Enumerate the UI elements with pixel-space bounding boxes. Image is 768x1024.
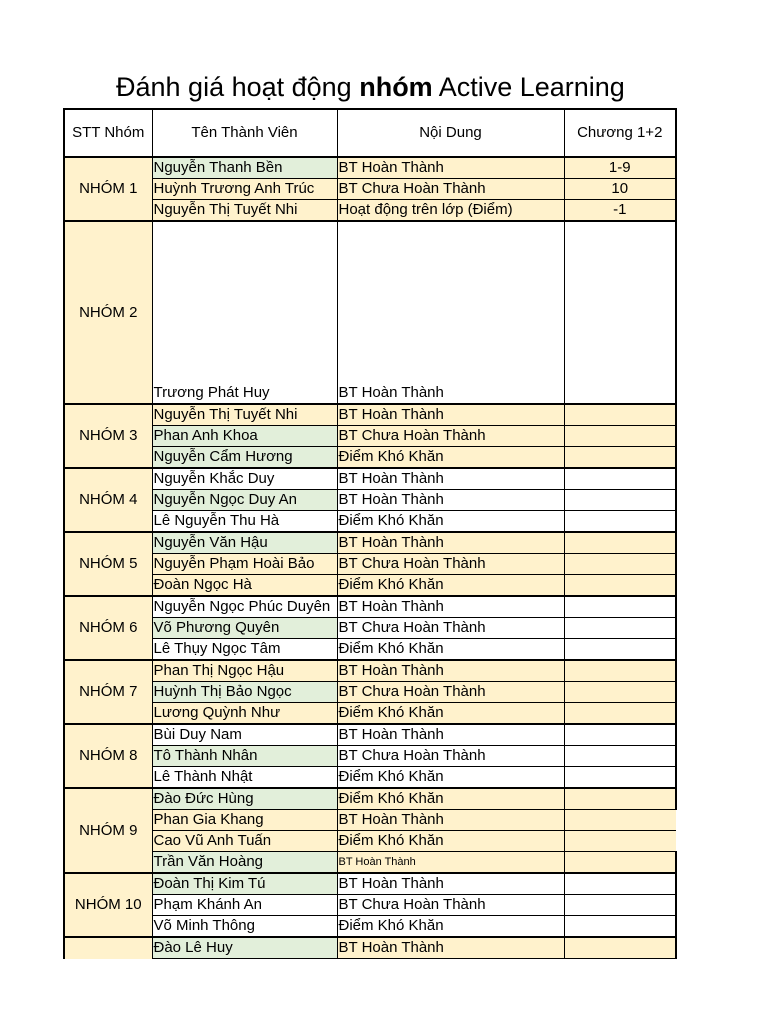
table-row <box>64 468 676 490</box>
member-cell[interactable]: Cao Vũ Anh Tuấn <box>152 831 337 852</box>
table-row <box>64 810 676 831</box>
table-row <box>64 873 676 895</box>
content-cell[interactable]: Điểm Khó Khăn <box>337 511 564 533</box>
table-row <box>64 660 676 682</box>
member-cell[interactable]: Đào Đức Hùng <box>152 788 337 810</box>
score-cell[interactable] <box>564 490 676 511</box>
member-cell[interactable]: Phạm Khánh An <box>152 895 337 916</box>
member-cell[interactable]: Nguyễn Thị Tuyết Nhi <box>152 200 337 222</box>
group-cell[interactable] <box>64 937 152 959</box>
score-cell[interactable] <box>564 554 676 575</box>
score-cell[interactable]: -1 <box>564 200 676 222</box>
table-row <box>64 554 676 575</box>
member-cell[interactable]: Nguyễn Khắc Duy <box>152 468 337 490</box>
content-cell[interactable]: BT Chưa Hoàn Thành <box>337 682 564 703</box>
score-cell[interactable] <box>564 221 676 404</box>
group-cell[interactable]: NHÓM 2 <box>64 221 152 404</box>
table-row <box>64 490 676 511</box>
content-cell[interactable]: BT Hoàn Thành <box>337 596 564 618</box>
table-row <box>64 157 676 179</box>
content-cell[interactable]: BT Hoàn Thành <box>337 937 564 959</box>
score-cell[interactable]: 1-9 <box>564 157 676 179</box>
table-body <box>64 157 676 959</box>
score-cell[interactable] <box>564 468 676 490</box>
group-cell[interactable]: NHÓM 10 <box>64 873 152 937</box>
score-cell[interactable] <box>564 810 676 831</box>
score-cell[interactable] <box>564 937 676 959</box>
content-cell[interactable]: Hoạt động trên lớp (Điểm) <box>337 200 564 222</box>
member-cell[interactable]: Trương Phát Huy <box>152 221 337 404</box>
content-cell[interactable]: BT Hoàn Thành <box>337 810 564 831</box>
score-cell[interactable] <box>564 660 676 682</box>
content-cell[interactable]: BT Hoàn Thành <box>337 660 564 682</box>
member-cell[interactable]: Huỳnh Thị Bảo Ngọc <box>152 682 337 703</box>
member-cell[interactable]: Nguyễn Thanh Bền <box>152 157 337 179</box>
table-row <box>64 703 676 725</box>
table-row <box>64 916 676 938</box>
member-cell[interactable]: Lê Thành Nhật <box>152 767 337 789</box>
content-cell[interactable]: BT Chưa Hoàn Thành <box>337 895 564 916</box>
member-cell[interactable]: Đoàn Ngọc Hà <box>152 575 337 597</box>
table-row <box>64 179 676 200</box>
table-row <box>64 788 676 810</box>
member-cell[interactable]: Nguyễn Phạm Hoài Bảo <box>152 554 337 575</box>
group-cell[interactable]: NHÓM 1 <box>64 157 152 221</box>
content-cell[interactable]: BT Hoàn Thành <box>337 157 564 179</box>
header-group-col[interactable]: STT Nhóm <box>64 109 152 157</box>
table-row <box>64 724 676 746</box>
group-cell[interactable]: NHÓM 7 <box>64 660 152 724</box>
table-row <box>64 575 676 597</box>
title-part-2: Active Learning <box>432 72 625 102</box>
table-row <box>64 767 676 789</box>
content-cell[interactable]: BT Chưa Hoàn Thành <box>337 554 564 575</box>
score-cell[interactable] <box>564 831 676 852</box>
score-cell[interactable] <box>564 575 676 597</box>
score-cell[interactable] <box>564 596 676 618</box>
content-cell[interactable]: BT Chưa Hoàn Thành <box>337 426 564 447</box>
content-cell[interactable]: BT Hoàn Thành <box>337 221 564 404</box>
sheet-title <box>0 72 768 112</box>
table-row <box>64 831 676 852</box>
score-cell[interactable] <box>564 724 676 746</box>
header-member-col[interactable]: Tên Thành Viên <box>152 109 337 157</box>
score-cell[interactable] <box>564 895 676 916</box>
content-cell[interactable]: Điểm Khó Khăn <box>337 639 564 661</box>
table-row <box>64 682 676 703</box>
title-bold-word: nhóm <box>359 72 433 102</box>
member-cell[interactable]: Phan Thị Ngọc Hậu <box>152 660 337 682</box>
content-cell[interactable]: BT Hoàn Thành <box>337 532 564 554</box>
member-cell[interactable]: Lê Thụy Ngọc Tâm <box>152 639 337 661</box>
table-row <box>64 596 676 618</box>
group-cell[interactable]: NHÓM 4 <box>64 468 152 532</box>
title-part-1: Đánh giá hoạt động <box>116 72 360 102</box>
member-cell[interactable]: Phan Gia Khang <box>152 810 337 831</box>
score-cell[interactable] <box>564 788 676 810</box>
group-cell[interactable]: NHÓM 6 <box>64 596 152 660</box>
evaluation-table <box>63 108 677 959</box>
content-cell[interactable]: BT Hoàn Thành <box>337 724 564 746</box>
member-cell[interactable]: Lê Nguyễn Thu Hà <box>152 511 337 533</box>
table-row <box>64 532 676 554</box>
score-cell[interactable]: 10 <box>564 179 676 200</box>
table-row <box>64 895 676 916</box>
content-cell[interactable]: Điểm Khó Khăn <box>337 447 564 469</box>
member-cell[interactable]: Nguyễn Thị Tuyết Nhi <box>152 404 337 426</box>
score-cell[interactable] <box>564 873 676 895</box>
score-cell[interactable] <box>564 852 676 874</box>
score-cell[interactable] <box>564 532 676 554</box>
table-row <box>64 746 676 767</box>
score-cell[interactable] <box>564 447 676 469</box>
group-cell[interactable]: NHÓM 3 <box>64 404 152 468</box>
content-cell[interactable]: Điểm Khó Khăn <box>337 703 564 725</box>
header-chapter-col[interactable]: Chương 1+2 <box>564 109 676 157</box>
content-cell[interactable]: BT Hoàn Thành <box>337 490 564 511</box>
member-cell[interactable]: Phan Anh Khoa <box>152 426 337 447</box>
score-cell[interactable] <box>564 767 676 789</box>
member-cell[interactable]: Tô Thành Nhân <box>152 746 337 767</box>
member-cell[interactable]: Võ Minh Thông <box>152 916 337 938</box>
table-row <box>64 447 676 469</box>
score-cell[interactable] <box>564 511 676 533</box>
content-cell[interactable]: Điểm Khó Khăn <box>337 575 564 597</box>
member-cell[interactable]: Bùi Duy Nam <box>152 724 337 746</box>
header-row <box>64 109 676 157</box>
group-cell[interactable]: NHÓM 8 <box>64 724 152 788</box>
score-cell[interactable] <box>564 746 676 767</box>
content-cell[interactable]: BT Hoàn Thành <box>337 852 564 874</box>
table-row <box>64 852 676 874</box>
member-cell[interactable]: Trần Văn Hoàng <box>152 852 337 874</box>
table-row <box>64 639 676 661</box>
content-cell[interactable]: BT Hoàn Thành <box>337 404 564 426</box>
group-cell[interactable]: NHÓM 5 <box>64 532 152 596</box>
table-row <box>64 618 676 639</box>
table-row <box>64 511 676 533</box>
score-cell[interactable] <box>564 404 676 426</box>
content-cell[interactable]: BT Chưa Hoàn Thành <box>337 179 564 200</box>
header-content-col[interactable]: Nội Dung <box>337 109 564 157</box>
content-cell[interactable]: BT Hoàn Thành <box>337 468 564 490</box>
member-cell[interactable]: Nguyễn Văn Hậu <box>152 532 337 554</box>
group-cell[interactable]: NHÓM 9 <box>64 788 152 873</box>
content-cell[interactable]: BT Hoàn Thành <box>337 873 564 895</box>
table-row <box>64 937 676 959</box>
member-cell[interactable]: Đào Lê Huy <box>152 937 337 959</box>
member-cell[interactable]: Võ Phương Quyên <box>152 618 337 639</box>
member-cell[interactable]: Nguyễn Cẩm Hương <box>152 447 337 469</box>
score-cell[interactable] <box>564 703 676 725</box>
content-cell[interactable]: BT Chưa Hoàn Thành <box>337 746 564 767</box>
member-cell[interactable]: Nguyễn Ngọc Duy An <box>152 490 337 511</box>
content-cell[interactable]: BT Chưa Hoàn Thành <box>337 618 564 639</box>
member-cell[interactable]: Nguyễn Ngọc Phúc Duyên <box>152 596 337 618</box>
table-row <box>64 200 676 222</box>
content-cell[interactable]: Điểm Khó Khăn <box>337 767 564 789</box>
table-row <box>64 221 676 404</box>
score-cell[interactable] <box>564 426 676 447</box>
score-cell[interactable] <box>564 682 676 703</box>
score-cell[interactable] <box>564 618 676 639</box>
content-cell[interactable]: Điểm Khó Khăn <box>337 788 564 810</box>
member-cell[interactable]: Đoàn Thị Kim Tú <box>152 873 337 895</box>
content-cell[interactable]: Điểm Khó Khăn <box>337 916 564 938</box>
score-cell[interactable] <box>564 639 676 661</box>
member-cell[interactable]: Huỳnh Trương Anh Trúc <box>152 179 337 200</box>
table-row <box>64 404 676 426</box>
member-cell[interactable]: Lương Quỳnh Như <box>152 703 337 725</box>
content-cell[interactable]: Điểm Khó Khăn <box>337 831 564 852</box>
score-cell[interactable] <box>564 916 676 938</box>
table-row <box>64 426 676 447</box>
